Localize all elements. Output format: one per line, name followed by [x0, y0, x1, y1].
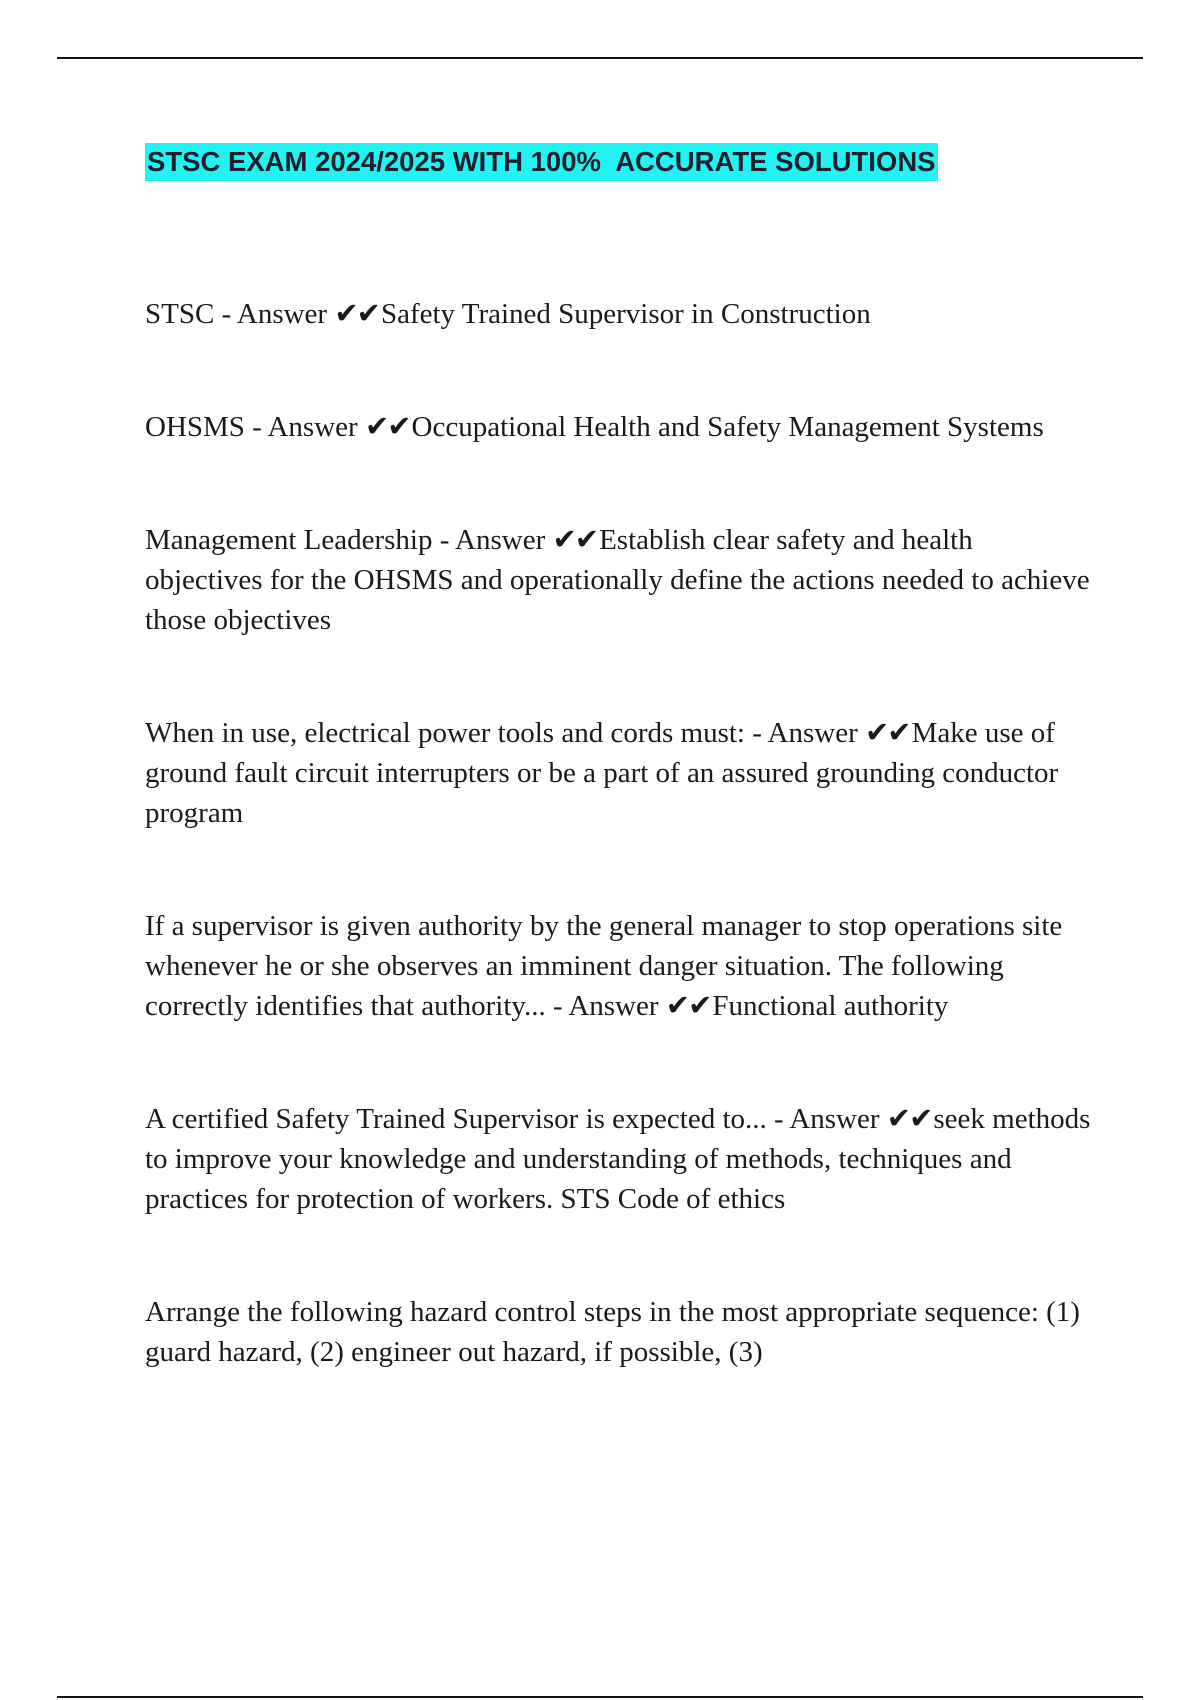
qa-item	[145, 906, 1095, 1026]
question-text: Arrange the following hazard control steps in the most appropriate sequence: (1) guard hazard, (2) engineer out hazard, if possible, (3)	[145, 1296, 1080, 1368]
title-block	[145, 143, 938, 183]
double-check-icon: ✔✔	[334, 298, 379, 330]
answer-text: seek methods to improve your knowledge and understanding of methods, techniques and practices for protection of workers. STS Code of ethics	[145, 1103, 1091, 1215]
top-rule	[57, 57, 1143, 59]
double-check-icon: ✔✔	[864, 717, 910, 749]
double-check-icon: ✔✔	[886, 1103, 932, 1135]
qa-item	[145, 294, 1095, 334]
question-text: When in use, electrical power tools and cords must: - Answer	[145, 717, 865, 749]
bottom-rule	[57, 1696, 1143, 1698]
qa-list	[145, 294, 1095, 1445]
answer-text: Functional authority	[712, 990, 949, 1022]
qa-item	[145, 407, 1095, 447]
answer-text: Establish clear safety and health objectives for the OHSMS and operationally define the actions needed to achieve those objectives	[145, 524, 1090, 636]
qa-item	[145, 1099, 1095, 1219]
question-text: Management Leadership - Answer	[145, 524, 553, 556]
double-check-icon: ✔✔	[665, 990, 711, 1022]
qa-item	[145, 1292, 1095, 1372]
double-check-icon: ✔✔	[364, 411, 410, 443]
double-check-icon: ✔✔	[552, 524, 598, 556]
answer-text: Safety Trained Supervisor in Construction	[380, 298, 871, 330]
qa-item	[145, 713, 1095, 833]
answer-text: Make use of ground fault circuit interrupters or be a part of an assured grounding conductor program	[145, 717, 1059, 829]
question-text: If a supervisor is given authority by the general manager to stop operations site whenever he or she observes an imminent danger situation. The following correctly identifies that authority... - Answer	[145, 910, 1063, 1022]
question-text: OHSMS - Answer	[145, 411, 365, 443]
answer-text: Occupational Health and Safety Management Systems	[411, 411, 1044, 443]
question-text: STSC - Answer	[145, 298, 335, 330]
qa-item	[145, 520, 1095, 640]
question-text: A certified Safety Trained Supervisor is expected to... - Answer	[145, 1103, 887, 1135]
page-title: STSC EXAM 2024/2025 WITH 100% ACCURATE SOLUTIONS	[145, 143, 938, 181]
